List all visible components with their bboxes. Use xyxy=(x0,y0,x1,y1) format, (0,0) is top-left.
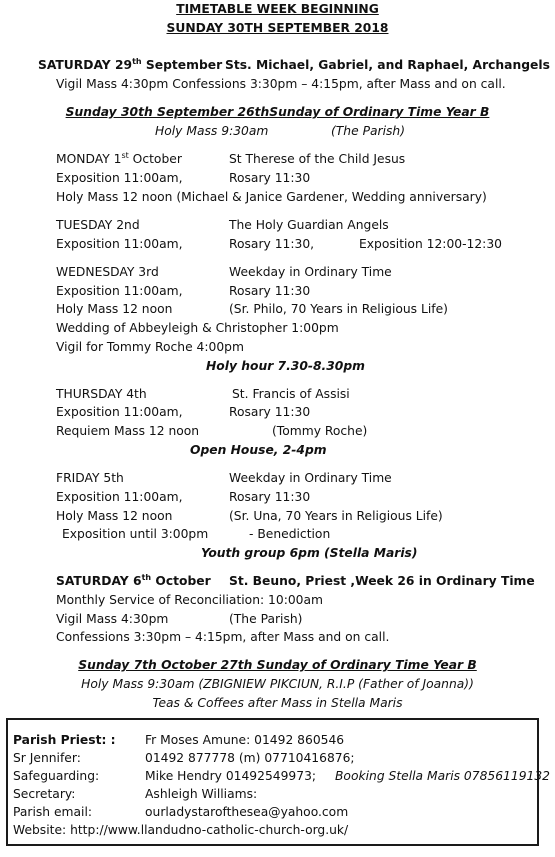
saturday-29-saints: Sts. Michael, Gabriel, and Raphael, Archangels xyxy=(225,58,550,72)
saturday-6-vigil-intention: (The Parish) xyxy=(229,612,303,626)
tuesday-exposition-2: Exposition 12:00-12:30 xyxy=(359,237,502,251)
thursday-open-house: Open House, 2-4pm xyxy=(190,443,327,457)
wednesday-mass: Holy Mass 12 noon xyxy=(56,302,173,316)
thursday-intention: (Tommy Roche) xyxy=(272,424,368,438)
friday-mass: Holy Mass 12 noon xyxy=(56,509,173,523)
page-subtitle: SUNDAY 30TH SEPTEMBER 2018 xyxy=(166,21,389,35)
sunday-30-mass: Holy Mass 9:30am xyxy=(155,124,269,138)
tuesday-rosary: Rosary 11:30, xyxy=(229,237,315,251)
safeguarding-value: Mike Hendry 01492549973; xyxy=(145,769,317,783)
monday-day: MONDAY 1st October xyxy=(56,151,182,166)
tuesday-feast: The Holy Guardian Angels xyxy=(229,218,389,232)
tuesday-day: TUESDAY 2nd xyxy=(56,218,140,232)
wednesday-rosary: Rosary 11:30 xyxy=(229,284,311,298)
friday-exposition-until: Exposition until 3:00pm xyxy=(62,527,209,541)
saturday-6-feast: St. Beuno, Priest ,Week 26 in Ordinary Time xyxy=(229,574,535,588)
monday-mass: Holy Mass 12 noon (Michael & Janice Gardener, Wedding anniversary) xyxy=(56,190,487,204)
jennifer-label: Sr Jennifer: xyxy=(13,751,81,765)
sunday-7-heading: Sunday 7th October 27th Sunday of Ordinary Time Year B xyxy=(78,658,477,672)
monday-rosary: Rosary 11:30 xyxy=(229,171,311,185)
wednesday-wedding: Wedding of Abbeyleigh & Christopher 1:00pm xyxy=(56,321,339,335)
saturday-6-confessions: Confessions 3:30pm – 4:15pm, after Mass and on call. xyxy=(56,630,390,644)
monday-feast: St Therese of the Child Jesus xyxy=(229,152,406,166)
thursday-day: THURSDAY 4th xyxy=(56,387,147,401)
thursday-rosary: Rosary 11:30 xyxy=(229,405,311,419)
page-title: TIMETABLE WEEK BEGINNING xyxy=(176,2,379,16)
friday-intention: (Sr. Una, 70 Years in Religious Life) xyxy=(229,509,443,523)
website-link[interactable]: Website: http://www.llandudno-catholic-church-org.uk/ xyxy=(13,823,349,837)
secretary-value: Ashleigh Williams: xyxy=(145,787,258,801)
tuesday-exposition: Exposition 11:00am, xyxy=(56,237,183,251)
wednesday-holy-hour: Holy hour 7.30-8.30pm xyxy=(206,359,365,373)
sunday-7-mass: Holy Mass 9:30am (ZBIGNIEW PIKCIUN, R.I.P (Father of Joanna)) xyxy=(81,677,474,691)
monday-exposition: Exposition 11:00am, xyxy=(56,171,183,185)
saturday-6-reconciliation: Monthly Service of Reconciliation: 10:00am xyxy=(56,593,324,607)
safeguarding-label: Safeguarding: xyxy=(13,769,100,783)
thursday-feast: St. Francis of Assisi xyxy=(232,387,350,401)
friday-feast: Weekday in Ordinary Time xyxy=(229,471,392,485)
saturday-29-day: SATURDAY 29th September xyxy=(38,57,223,72)
saturday-6-day: SATURDAY 6th October xyxy=(56,573,211,588)
sunday-7-teas: Teas & Coffees after Mass in Stella Maris xyxy=(152,696,403,710)
friday-exposition: Exposition 11:00am, xyxy=(56,490,183,504)
saturday-6-vigil: Vigil Mass 4:30pm xyxy=(56,612,169,626)
booking-stella-maris: Booking Stella Maris 07856119132 xyxy=(335,769,550,783)
wednesday-feast: Weekday in Ordinary Time xyxy=(229,265,392,279)
jennifer-value: 01492 877778 (m) 07710416876; xyxy=(145,751,355,765)
email-label: Parish email: xyxy=(13,805,93,819)
friday-rosary: Rosary 11:30 xyxy=(229,490,311,504)
secretary-label: Secretary: xyxy=(13,787,76,801)
parish-email[interactable]: ourladystaroftheseа@yahoo.com xyxy=(145,805,349,819)
priest-value: Fr Moses Amune: 01492 860546 xyxy=(145,733,345,747)
friday-day: FRIDAY 5th xyxy=(56,471,124,485)
wednesday-intention: (Sr. Philo, 70 Years in Religious Life) xyxy=(229,302,448,316)
friday-benediction: - Benediction xyxy=(249,527,331,541)
sunday-30-intention: (The Parish) xyxy=(331,124,405,138)
friday-youth-group: Youth group 6pm (Stella Maris) xyxy=(201,546,418,560)
wednesday-vigil: Vigil for Tommy Roche 4:00pm xyxy=(56,340,244,354)
wednesday-exposition: Exposition 11:00am, xyxy=(56,284,183,298)
thursday-mass: Requiem Mass 12 noon xyxy=(56,424,200,438)
saturday-29-masses: Vigil Mass 4:30pm Confessions 3:30pm – 4:15pm, after Mass and on call. xyxy=(56,77,506,91)
wednesday-day: WEDNESDAY 3rd xyxy=(56,265,159,279)
priest-label: Parish Priest: : xyxy=(13,733,116,747)
thursday-exposition: Exposition 11:00am, xyxy=(56,405,183,419)
sunday-30-heading: Sunday 30th September 26thSunday of Ordinary Time Year B xyxy=(65,105,490,119)
